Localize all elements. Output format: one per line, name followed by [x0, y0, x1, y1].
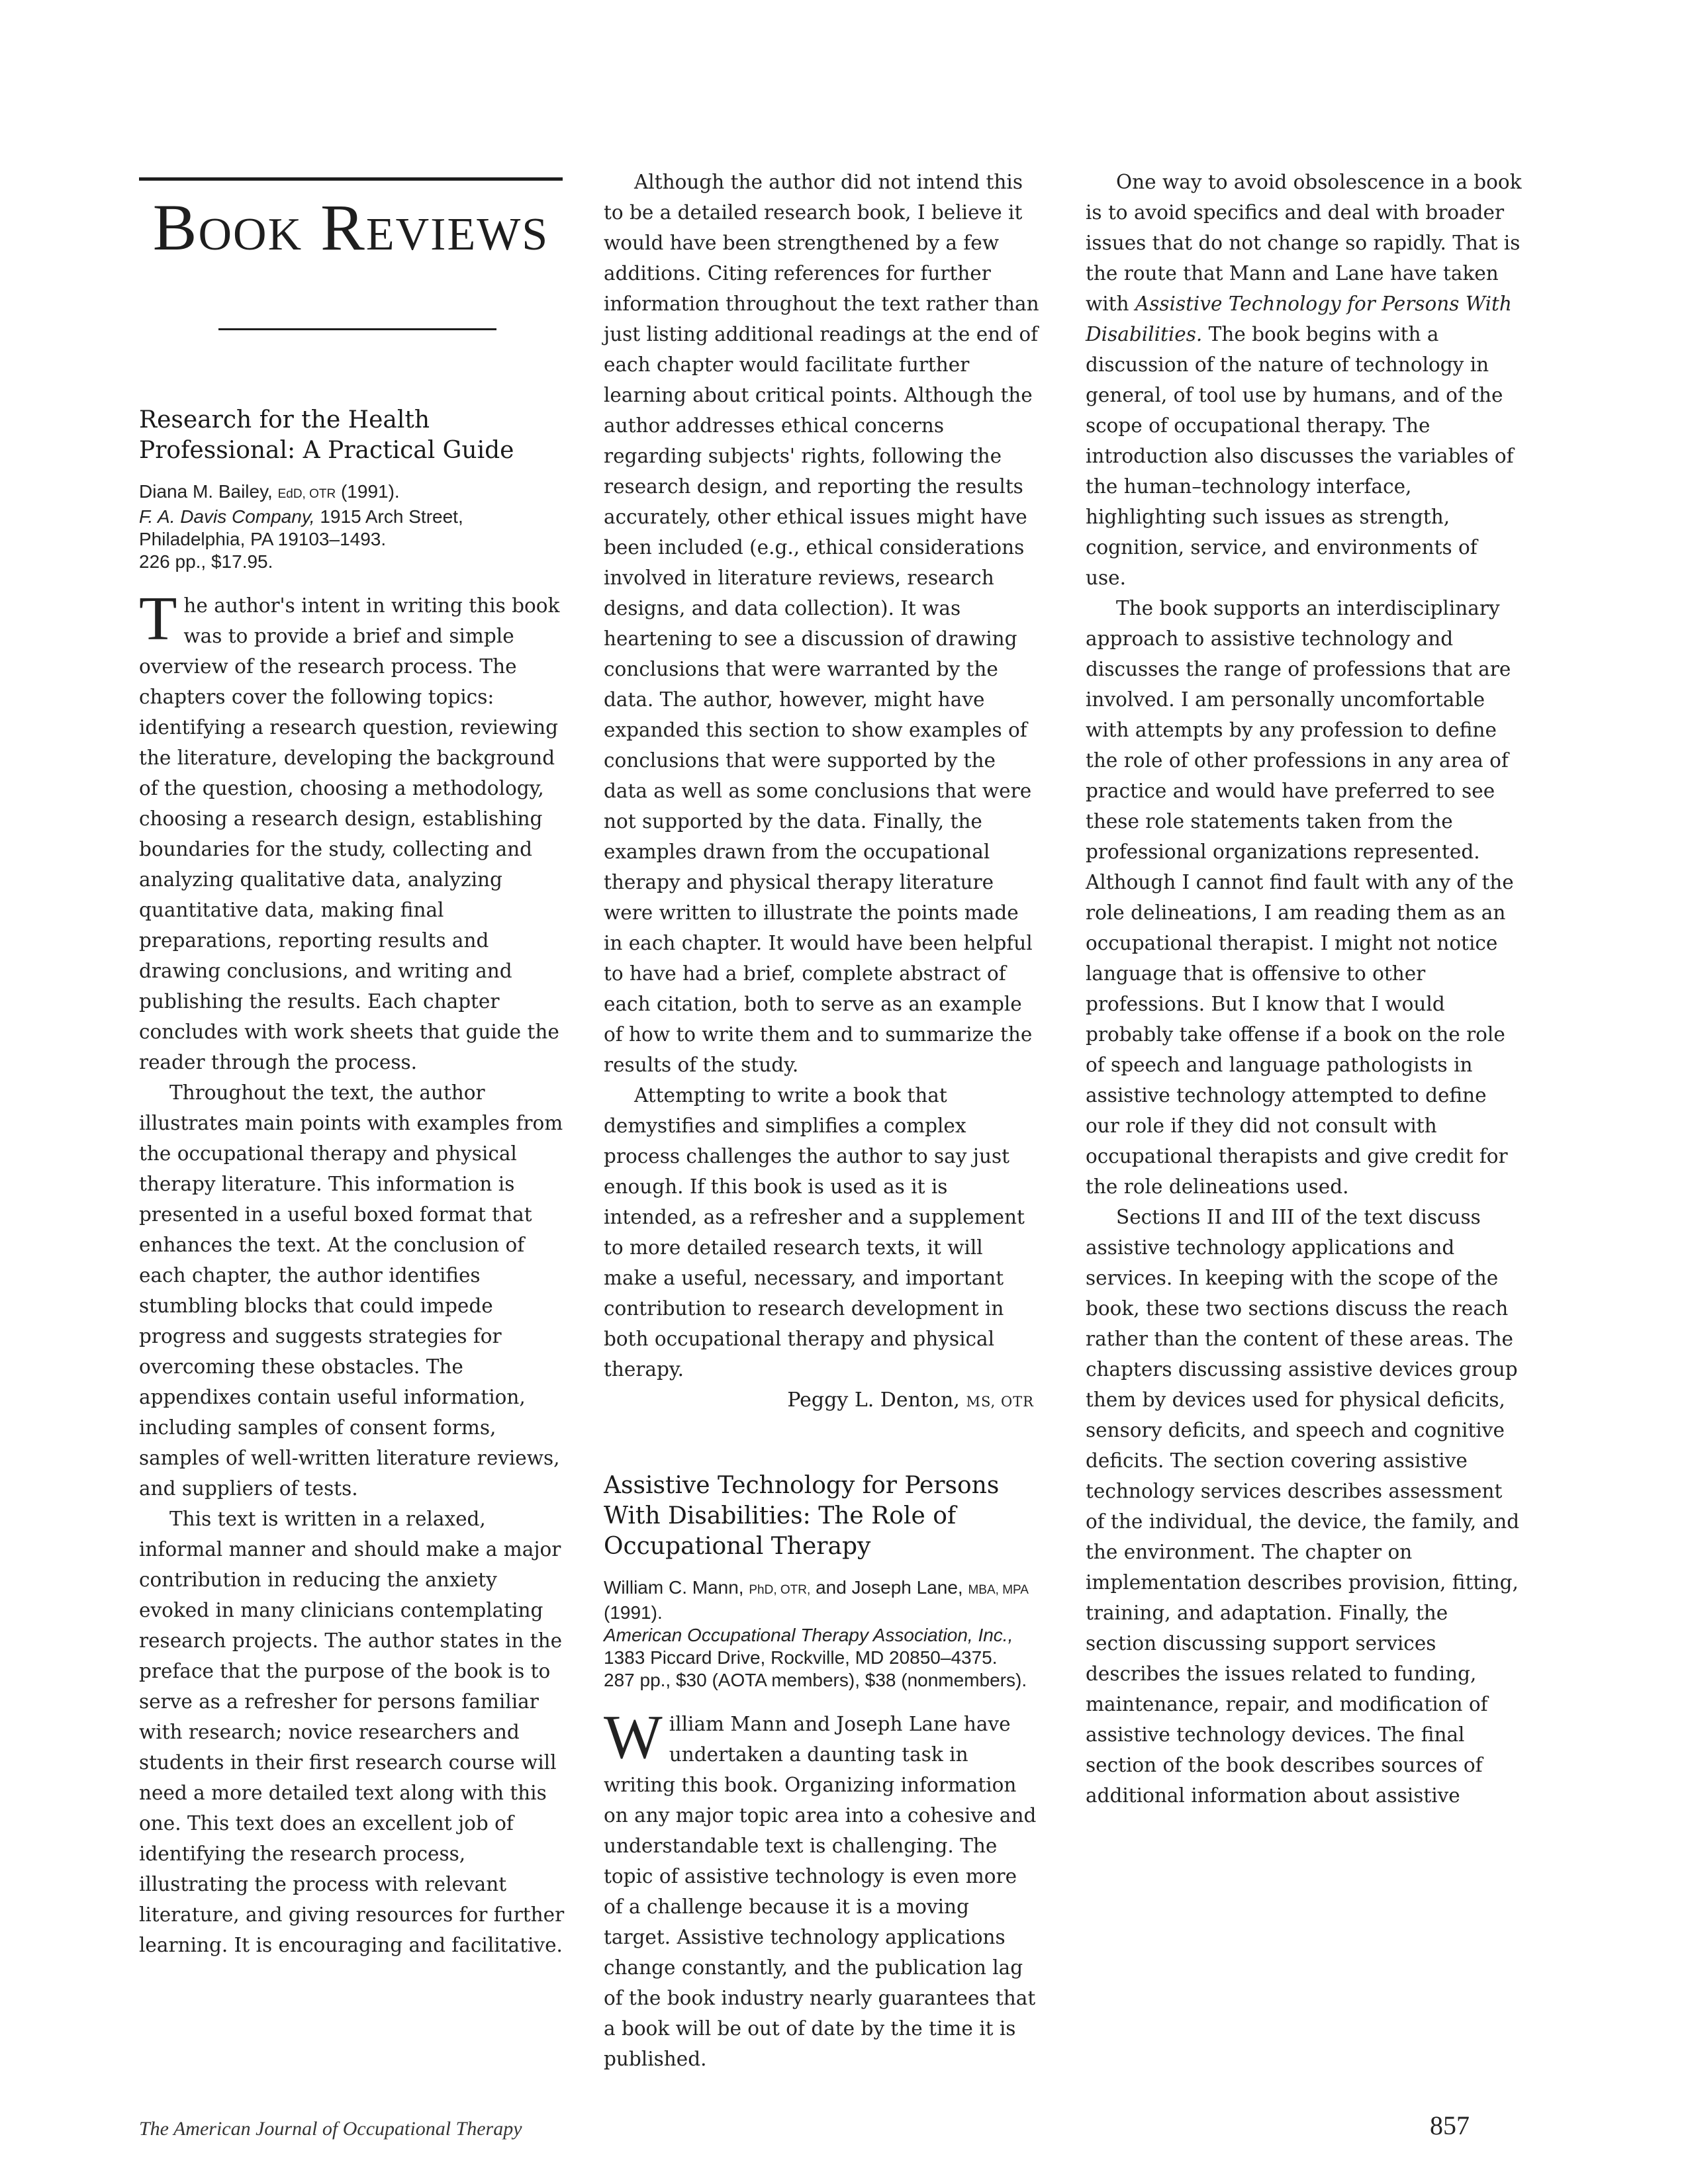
review1-reviewer-name: Peggy L. Denton, — [787, 1388, 960, 1412]
review2-paragraph-4: Sections II and III of the text discuss assistive technology applications and services. In keeping with the scope of the book, these two sections discuss the reach rather than the content of these areas. The chapters discussing assistive devices group them by devices used for physical deficits, sensory deficits, and speech and cognitive deficits. The section covering assistive technology services describes assessment of the individual, the device, the family, and the environment. The chapter on implementation describes provision, fitting, training, and adaptation. Finally, the section discussing support services describes the issues related to funding, maintenance, repair, and modification of assistive technology devices. The final section of the book describes sources of additional information about assistive — [1086, 1206, 1520, 1807]
review1-reviewer — [604, 1387, 1041, 1415]
section-title: Book Reviews — [152, 191, 549, 264]
header-rule-top — [139, 177, 563, 181]
review2-paragraph-1 — [604, 1703, 1041, 2074]
review1-author-credentials: EdD, OTR — [277, 487, 336, 501]
review2-author1-credentials: PhD, OTR, — [749, 1583, 811, 1597]
review2-author2-credentials: MBA, MPA — [968, 1583, 1029, 1597]
column-2 — [604, 167, 1041, 2074]
review2-year: (1991). — [604, 1602, 663, 1623]
review1-biblio — [139, 480, 573, 573]
review1-address: 1915 Arch Street, Philadelphia, PA 19103–1493. — [139, 506, 463, 549]
review2-price: 287 pp., $30 (AOTA members), $38 (nonmembers). — [604, 1670, 1027, 1690]
review2-p1-text: illiam Mann and Joseph Lane have undertaken a daunting task in writing this book. Organizing information on any major topic area into a cohesive and understandable text is challenging. The topic of assistive technology is even more of a challenge because it is a moving target. Assistive technology applications change constantly, and the publication lag of the book industry nearly guarantees that a book will be out of date by the time it is published. — [604, 1713, 1037, 2070]
review2-biblio — [604, 1576, 1041, 1692]
review1-paragraph-4: Although the author did not intend this to be a detailed research book, I believe it would have been strengthened by a few additions. Citing references for further information throughout the text rather than just listing additional readings at the end of each chapter would facilitate further learning about critical points. Although the author addresses ethical concerns regarding subjects' rights, following the research design, and reporting the results accurately, other ethical issues might have been included (e.g., ethical considerations involved in literature reviews, research designs, and data collection). It was heartening to see a discussion of drawing conclusions that were warranted by the data. The author, however, might have expanded this section to show examples of conclusions that were supported by the data as well as some conclusions that were not supported by the data. Finally, the examples drawn from the occupational therapy and physical therapy literature were written to illustrate the points made in each chapter. It would have been helpful to have had a brief, complete abstract of each citation, both to serve as an example of how to write them and to summarize the results of the study. — [604, 171, 1039, 1076]
review1-paragraph-3: This text is written in a relaxed, informal manner and should make a major contribution in reducing the anxiety evoked in many clinicians contemplating research projects. The author states in the preface that the purpose of the book is to serve as a refresher for persons familiar with research; novice researchers and students in their first research course will need a more detailed text along with this one. This text does an excellent job of identifying the research process, illustrating the process with relevant literature, and giving resources for further learning. It is encouraging and facilitative. — [139, 1508, 565, 1956]
review1-reviewer-credentials: MS, OTR — [966, 1394, 1034, 1410]
review2-p2-book-title: Assistive Technology for Persons With Disabilities. — [1086, 293, 1512, 345]
review1-year: (1991). — [340, 481, 400, 502]
review1-author-name: Diana M. Bailey, — [139, 481, 273, 502]
review2-publisher: American Occupational Therapy Association, Inc., — [604, 1625, 1013, 1645]
review1-dropcap: T — [139, 584, 177, 653]
review1-title: Research for the Health Professional: A Practical Guide — [139, 406, 514, 464]
review2-p2-end: The book begins with a discussion of the nature of technology in general, of tool use by humans, and of the scope of occupational therapy. The introduction also discusses the variables of the human–technology interface, highlighting such issues as strength, cognition, service, and environments of use. — [1086, 323, 1514, 589]
footer-page-number: 857 — [1430, 2111, 1470, 2140]
review1-price: 226 pp., $17.95. — [139, 551, 273, 572]
review2-author1: William C. Mann, — [604, 1577, 744, 1598]
review1-publisher: F. A. Davis Company, — [139, 506, 315, 527]
review1-paragraph-5: Attempting to write a book that demystifies and simplifies a complex process challenges the author to say just enough. If this book is used as it is intended, as a refresher and a supplement to more detailed research texts, it will make a useful, necessary, and important contribution to research development in both occupational therapy and physical therapy. — [604, 1084, 1025, 1381]
review2-title: Assistive Technology for Persons With Disabilities: The Role of Occupational Therapy — [604, 1472, 1000, 1560]
review1-p1-text: he author's intent in writing this book was to provide a brief and simple overview of the research process. The chapters cover the following topics: identifying a research question, reviewing the literature, developing the background of the question, choosing a methodology, choosing a research design, establishing boundaries for the study, collecting and analyzing qualitative data, analyzing quantitative data, making final preparations, reporting results and drawing conclusions, and writing and publishing the results. Each chapter concludes with work sheets that guide the reader through the process. — [139, 594, 560, 1073]
header-rule-bottom — [218, 328, 496, 330]
review1-paragraph-2: Throughout the text, the author illustrates main points with examples from the occupational therapy and physical therapy literature. This information is presented in a useful boxed format that enhances the text. At the conclusion of each chapter, the author identifies stumbling blocks that could impede progress and suggests strategies for overcoming these obstacles. The appendixes contain useful information, including samples of consent forms, samples of well-written literature reviews, and suppliers of tests. — [139, 1081, 563, 1500]
review1-paragraph-1 — [139, 584, 573, 1077]
column-1 — [139, 405, 573, 1960]
review2-and-author2: and Joseph Lane, — [816, 1577, 963, 1598]
review2-paragraph-3: The book supports an interdisciplinary approach to assistive technology and discusses the range of professions that are involved. I am personally uncomfortable with attempts by any profession to define the role of other professions in any area of practice and would have preferred to see these role statements taken from the professional organizations represented. Although I cannot find fault with any of the role delineations, I am reading them as an occupational therapist. I might not notice language that is offensive to other professions. But I know that I would probably take offense if a book on the role of speech and language pathologists in assistive technology attempted to define our role if they did not consult with occupational therapists and give credit for the role delineations used. — [1086, 597, 1514, 1198]
review2-address: 1383 Piccard Drive, Rockville, MD 20850–4375. — [604, 1647, 998, 1668]
review2-p2-start: One way to avoid obsolescence in a book is to avoid specifics and deal with broader issues that do not change so rapidly. That is the route that Mann and Lane have taken with — [1086, 171, 1522, 315]
review2-dropcap: W — [604, 1703, 663, 1772]
column-3 — [1086, 167, 1523, 1811]
footer-journal-title: The American Journal of Occupational Therapy — [139, 2118, 522, 2140]
review2-paragraph-2 — [1086, 167, 1523, 593]
